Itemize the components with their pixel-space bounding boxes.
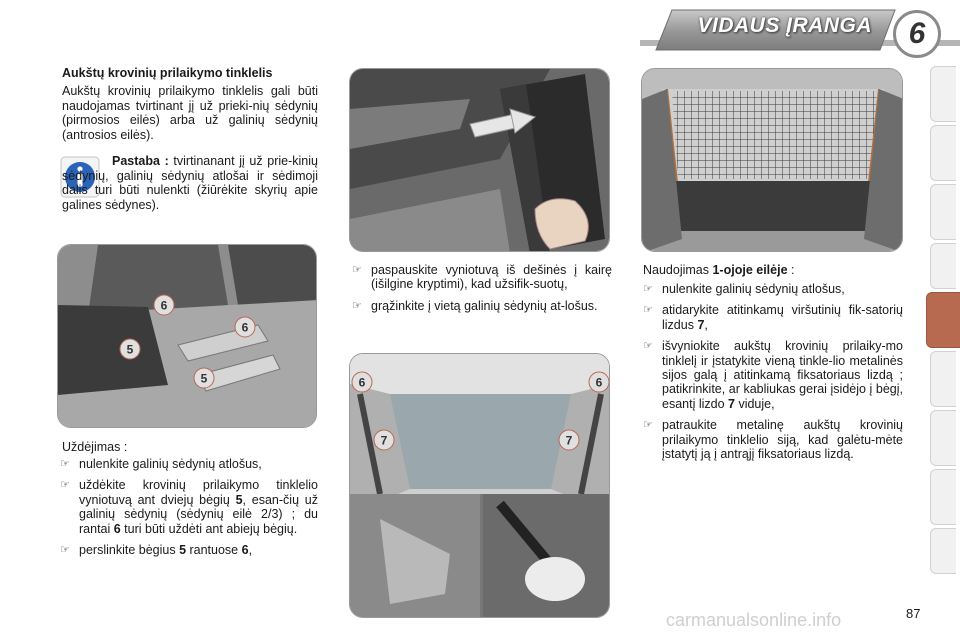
chapter-number: 6 [908, 17, 926, 50]
install-title: Uždėjimas : [62, 440, 128, 454]
chapter-tab-active[interactable] [926, 292, 960, 348]
pointing-hand-icon: ☞ [643, 304, 653, 317]
callout-label: 6 [241, 320, 249, 335]
lock-steps [350, 263, 612, 320]
list-item: ☞ grąžinkite į vietą galinių sėdynių at-lošus. [352, 298, 598, 313]
chapter-title: VIDAUS ĮRANGA [697, 14, 872, 37]
list-item: ☞ nulenkite galinių sėdynių atlošus, [643, 282, 845, 296]
chapter-tab[interactable] [930, 66, 956, 122]
list-item: ☞ paspauskite vyniotuvą iš dešinės į kairę (išilgine kryptimi), kad užsifik-suotų, [352, 263, 612, 292]
pointing-hand-icon: ☞ [643, 340, 653, 353]
install-steps [58, 457, 318, 564]
use-title: Naudojimas 1-ojoje eilėje : [643, 263, 795, 277]
callout-label: 5 [200, 371, 208, 386]
pointing-hand-icon: ☞ [60, 479, 70, 492]
pointing-hand-icon: ☞ [352, 264, 362, 276]
photo-rails [57, 244, 317, 428]
chapter-tab[interactable] [930, 351, 956, 407]
note-paragraph [62, 154, 318, 212]
photo-net-installed [641, 68, 903, 252]
chapter-tabs [926, 66, 960, 576]
callout-label: 6 [358, 375, 366, 390]
list-item: ☞ uždėkite krovinių prilaikymo tinklelio vyniotuvą ant dviejų bėgių 5, esan-čių už galinių sėdynių (sėdynių eilė 2/3) ; du rantai 6 turi būti uždėti ant abiejų bėgių. [60, 478, 318, 536]
chapter-tab[interactable] [930, 125, 956, 181]
intro-paragraph: Aukštų krovinių prilaikymo tinklelis gali būti naudojamas tvirtinant jį už prieki-nių sėdynių (pirmosios eilės) arba už galinių sėdynių (antrosios eilės). [62, 84, 318, 142]
pointing-hand-icon: ☞ [643, 283, 653, 295]
list-item: ☞ perslinkite bėgius 5 rantuose 6, [60, 543, 253, 558]
pointing-hand-icon: ☞ [352, 299, 362, 312]
section-heading: Aukštų krovinių prilaikymo tinklelis [62, 66, 273, 80]
callout-label: 5 [126, 342, 134, 357]
callout-label: 6 [160, 298, 168, 313]
page-number: 87 [906, 606, 921, 621]
photo-upper-anchors [349, 353, 610, 618]
list-item: ☞ atidarykite atitinkamų viršutinių fik-satorių lizdus 7, [643, 303, 903, 332]
chapter-tab[interactable] [930, 184, 956, 240]
photo-roller-push [349, 68, 610, 252]
chapter-badge [893, 10, 941, 58]
callout-label: 6 [595, 375, 603, 390]
chapter-tab[interactable] [930, 410, 956, 466]
list-item: ☞ išvyniokite aukštų krovinių prilaiky-mo tinklelį ir įstatykite vieną tinkle-lio metalinės sijos galą į atitinkamą fiksatoriaus lizdą ; patikrinkite, ar kabliukas gerai įsidėjo į bėgį, esantį lizdo 7 viduje, [643, 339, 903, 411]
chapter-tab[interactable] [930, 243, 956, 289]
list-item: ☞ nulenkite galinių sėdynių atlošus, [60, 457, 262, 471]
pointing-hand-icon: ☞ [60, 544, 70, 557]
list-item: ☞ patraukite metalinę aukštų krovinių prilaikymo tinklelio siją, kad galėtu-mėte įstatytį ją į antrąjį fiksatoriaus lizdą. [643, 418, 903, 462]
watermark: carmanualsonline.info [666, 610, 842, 630]
callout-label: 7 [380, 433, 388, 448]
use-steps [641, 282, 903, 468]
note-text: tvirtinanant jį už prie-kinių sėdynių, galinių sėdynių atlošai ir sėdimoji dalis turi būti nulenkti (žiūrėkite skyrių apie galines sėdynes). [62, 154, 318, 212]
pointing-hand-icon: ☞ [643, 419, 653, 432]
note-label: Pastaba : [112, 154, 169, 168]
chapter-tab[interactable] [930, 469, 956, 525]
pointing-hand-icon: ☞ [60, 458, 70, 470]
chapter-tab[interactable] [930, 528, 956, 574]
callout-label: 7 [565, 433, 573, 448]
